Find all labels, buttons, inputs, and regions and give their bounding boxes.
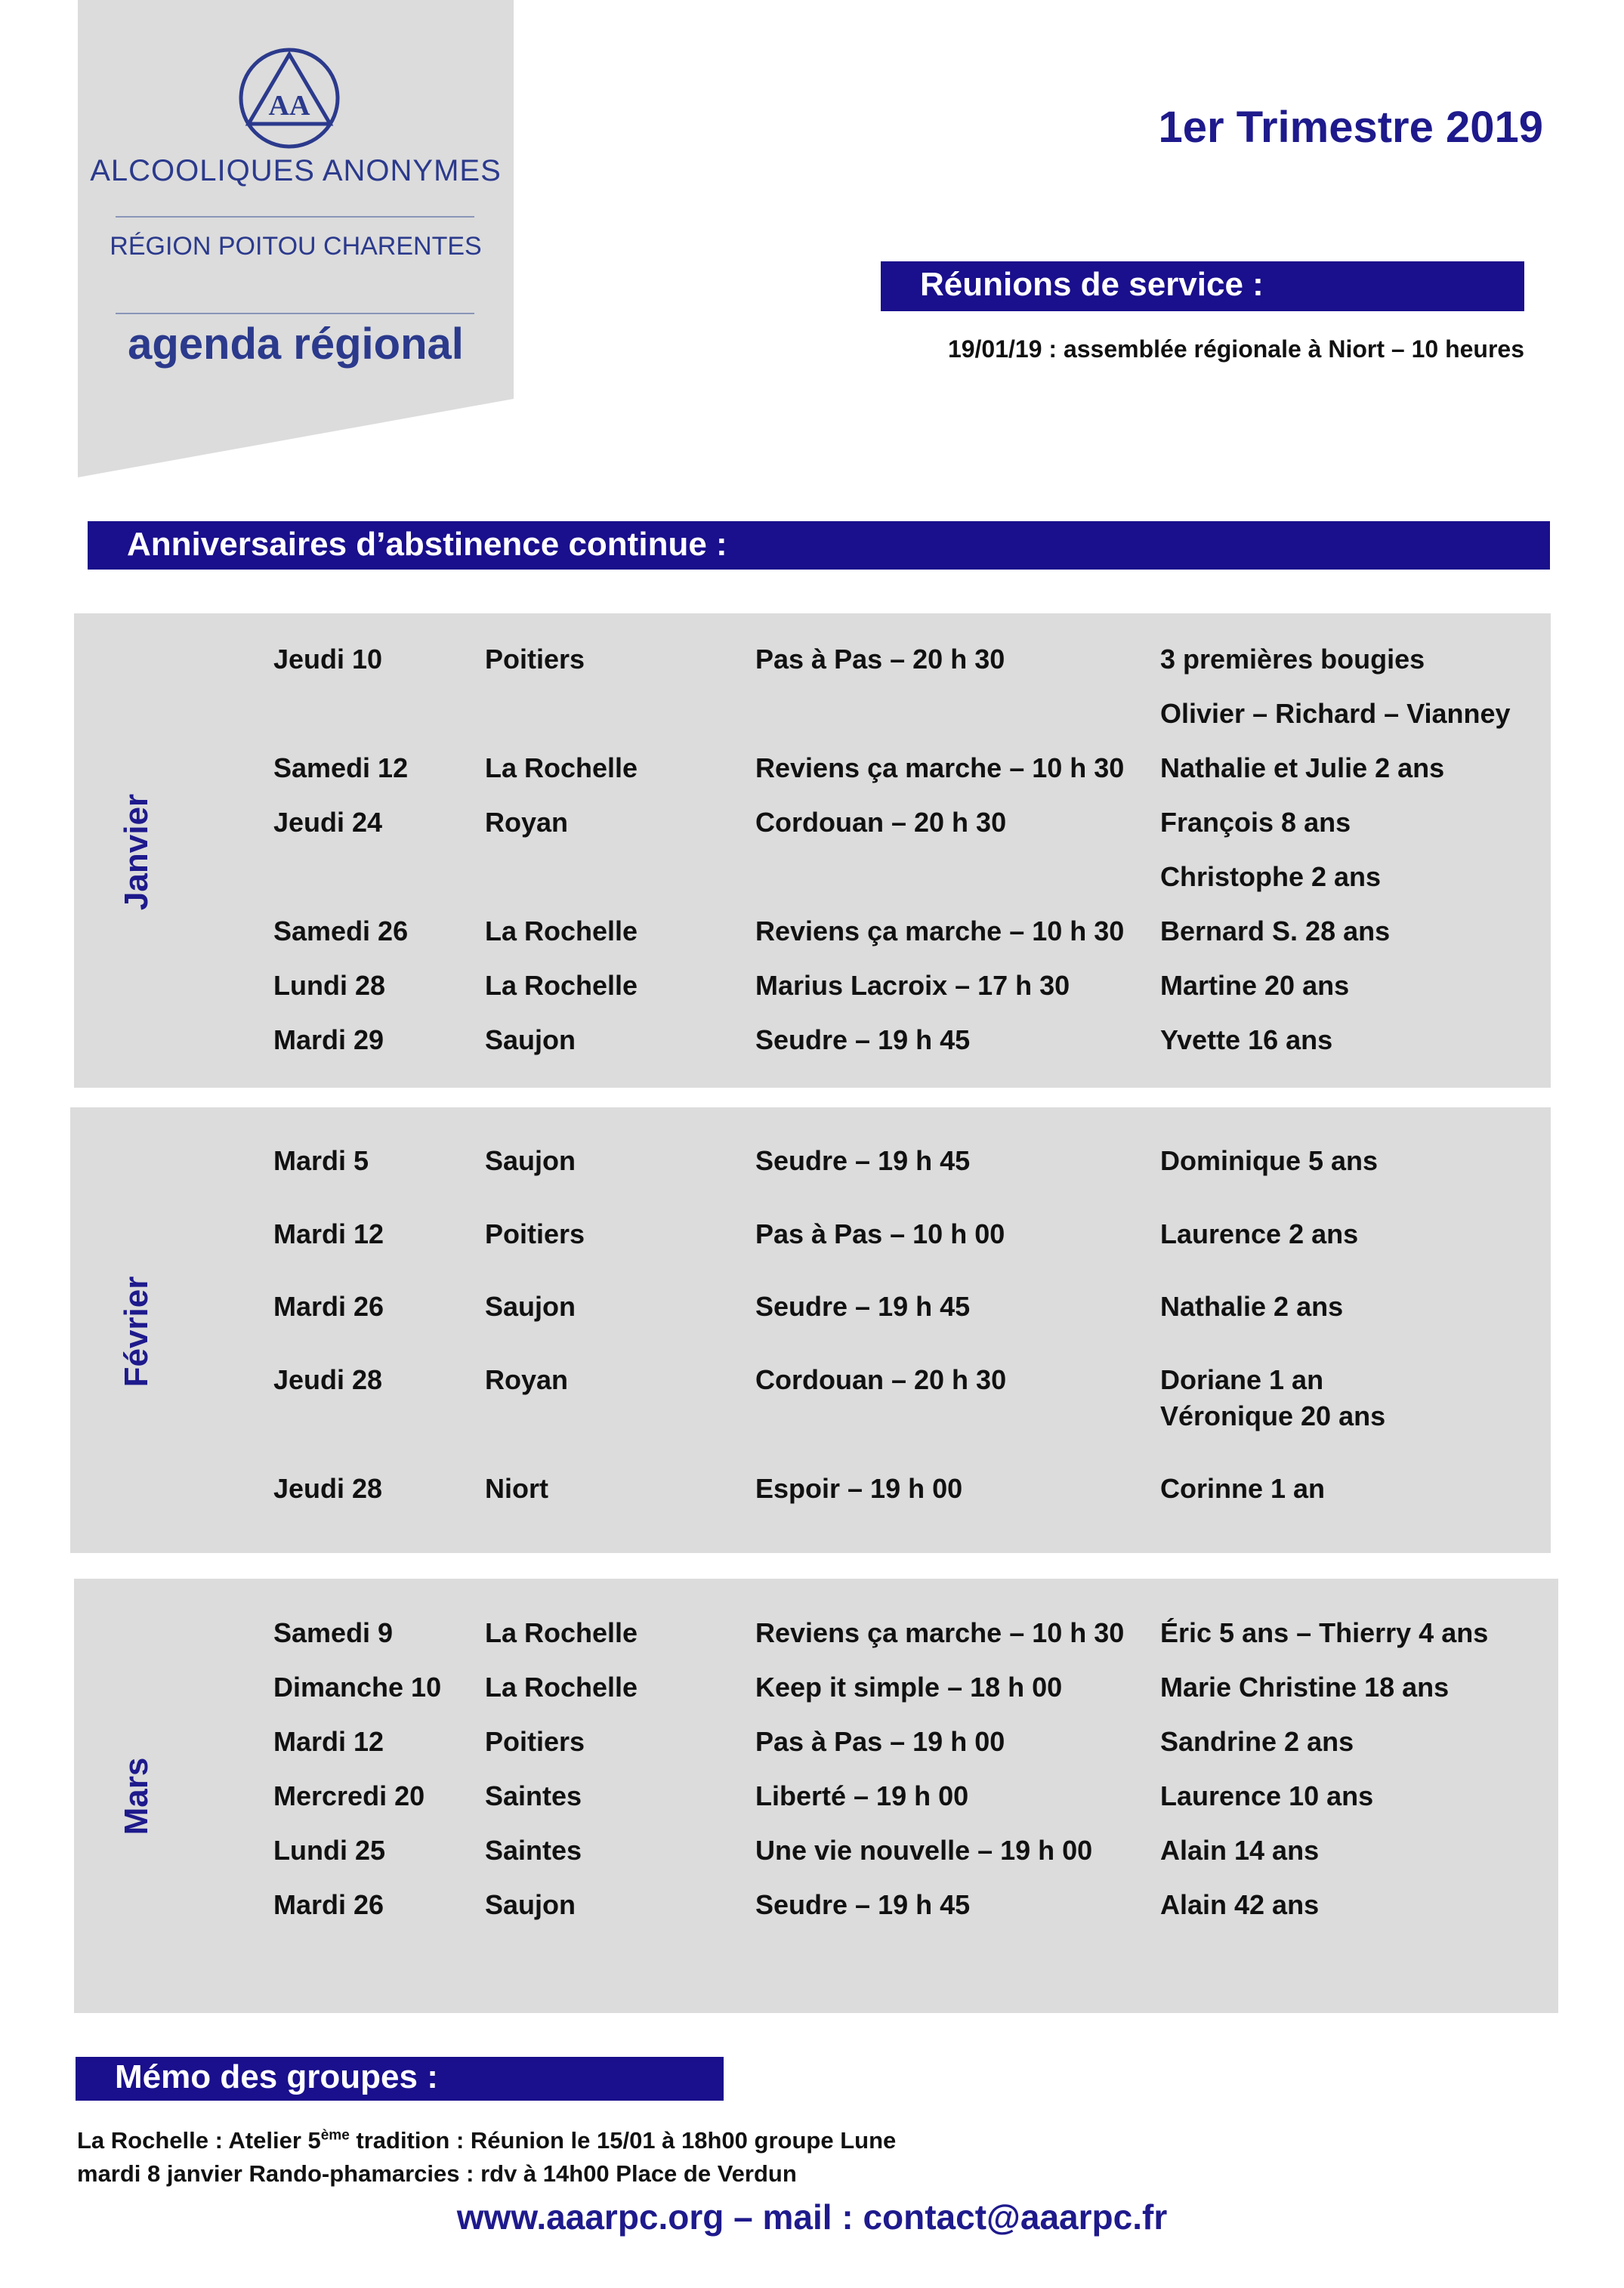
row-day: Lundi 28 xyxy=(273,970,386,1001)
row-city: Royan xyxy=(485,1364,569,1395)
row-people: Olivier – Richard – Vianney xyxy=(1160,698,1511,729)
row-city: Saujon xyxy=(485,1024,576,1055)
row-group: Marius Lacroix – 17 h 30 xyxy=(755,970,1070,1001)
row-day: Lundi 25 xyxy=(273,1835,386,1866)
region-name: RÉGION POITOU CHARENTES xyxy=(110,232,482,261)
row-city: Poitiers xyxy=(485,644,585,675)
footer-contact: www.aaarpc.org – mail : contact@aaarpc.fr xyxy=(456,2197,1168,2237)
service-heading: Réunions de service : xyxy=(881,261,1524,311)
row-group: Seudre – 19 h 45 xyxy=(755,1889,971,1920)
row-people: Dominique 5 ans xyxy=(1160,1145,1379,1176)
row-people: Bernard S. 28 ans xyxy=(1160,916,1391,946)
row-day: Samedi 26 xyxy=(273,916,409,946)
row-group: Une vie nouvelle – 19 h 00 xyxy=(755,1835,1093,1866)
row-day: Samedi 9 xyxy=(273,1617,394,1648)
row-group: Espoir – 19 h 00 xyxy=(755,1473,963,1504)
row-city: La Rochelle xyxy=(485,916,638,946)
row-people: 3 premières bougies xyxy=(1160,644,1425,675)
month-label: Janvier xyxy=(118,793,155,911)
logo-divider xyxy=(116,216,474,218)
row-people: Nathalie 2 ans xyxy=(1160,1291,1344,1322)
row-people: Doriane 1 an xyxy=(1160,1364,1324,1395)
row-group: Reviens ça marche – 10 h 30 xyxy=(755,916,1125,946)
row-group: Reviens ça marche – 10 h 30 xyxy=(755,1617,1125,1648)
memo-line: mardi 8 janvier Rando-phamarcies : rdv à 14h00 Place de Verdun xyxy=(77,2160,797,2187)
row-group: Cordouan – 20 h 30 xyxy=(755,1364,1007,1395)
row-day: Mardi 29 xyxy=(273,1024,384,1055)
row-city: Saintes xyxy=(485,1780,582,1811)
logo-panel xyxy=(78,0,514,483)
row-day: Jeudi 28 xyxy=(273,1364,383,1395)
row-city: La Rochelle xyxy=(485,970,638,1001)
organization-name: ALCOOLIQUES ANONYMES xyxy=(90,154,502,187)
row-people: Véronique 20 ans xyxy=(1160,1400,1386,1431)
month-label: Mars xyxy=(118,1757,155,1836)
memo-line-text: La Rochelle : Atelier 5 xyxy=(77,2127,321,2154)
row-city: La Rochelle xyxy=(485,752,638,783)
row-day: Jeudi 10 xyxy=(273,644,383,675)
row-city: Saintes xyxy=(485,1835,582,1866)
row-people: Nathalie et Julie 2 ans xyxy=(1160,752,1445,783)
memo-line-text: tradition : Réunion le 15/01 à 18h00 groupe Lune xyxy=(349,2127,897,2154)
row-day: Mercredi 20 xyxy=(273,1780,425,1811)
row-people: Alain 42 ans xyxy=(1160,1889,1320,1920)
row-people: Alain 14 ans xyxy=(1160,1835,1320,1866)
row-people: Laurence 10 ans xyxy=(1160,1780,1374,1811)
row-group: Keep it simple – 18 h 00 xyxy=(755,1672,1063,1703)
emblem-text: AA xyxy=(268,90,310,122)
memo-superscript: ème xyxy=(320,2127,350,2144)
row-day: Dimanche 10 xyxy=(273,1672,442,1703)
month-box-janvier xyxy=(74,613,1551,1088)
row-city: Poitiers xyxy=(485,1726,585,1757)
row-group: Pas à Pas – 19 h 00 xyxy=(755,1726,1005,1757)
row-group: Pas à Pas – 10 h 00 xyxy=(755,1218,1005,1249)
page-title: 1er Trimestre 2019 xyxy=(1158,103,1543,152)
row-people: Martine 20 ans xyxy=(1160,970,1350,1001)
row-people: Éric 5 ans – Thierry 4 ans xyxy=(1160,1617,1489,1648)
row-group: Seudre – 19 h 45 xyxy=(755,1145,971,1176)
row-city: Royan xyxy=(485,807,569,838)
row-people: Christophe 2 ans xyxy=(1160,861,1382,892)
row-day: Jeudi 24 xyxy=(273,807,383,838)
aa-emblem-icon xyxy=(236,45,342,151)
service-meeting-line: 19/01/19 : assemblée régionale à Niort – 10 heures xyxy=(947,335,1524,363)
anniversaries-heading: Anniversaires d’abstinence continue : xyxy=(88,521,1550,570)
row-day: Mardi 26 xyxy=(273,1889,384,1920)
row-day: Mardi 5 xyxy=(273,1145,369,1176)
row-group: Reviens ça marche – 10 h 30 xyxy=(755,752,1125,783)
row-people: Yvette 16 ans xyxy=(1160,1024,1333,1055)
row-people: Sandrine 2 ans xyxy=(1160,1726,1354,1757)
row-city: Niort xyxy=(485,1473,548,1504)
row-day: Mardi 12 xyxy=(273,1726,384,1757)
memo-heading: Mémo des groupes : xyxy=(76,2057,724,2101)
row-city: Poitiers xyxy=(485,1218,585,1249)
row-day: Jeudi 28 xyxy=(273,1473,383,1504)
row-city: Saujon xyxy=(485,1145,576,1176)
row-people: Corinne 1 an xyxy=(1160,1473,1326,1504)
row-city: La Rochelle xyxy=(485,1617,638,1648)
logo-divider xyxy=(116,313,474,314)
row-city: Saujon xyxy=(485,1291,576,1322)
month-label: Février xyxy=(118,1276,155,1388)
memo-line xyxy=(77,2127,896,2154)
row-group: Seudre – 19 h 45 xyxy=(755,1024,971,1055)
row-day: Samedi 12 xyxy=(273,752,409,783)
row-city: La Rochelle xyxy=(485,1672,638,1703)
row-group: Cordouan – 20 h 30 xyxy=(755,807,1007,838)
row-people: Marie Christine 18 ans xyxy=(1160,1672,1450,1703)
agenda-title: agenda régional xyxy=(128,320,464,369)
row-day: Mardi 12 xyxy=(273,1218,384,1249)
row-city: Saujon xyxy=(485,1889,576,1920)
row-group: Liberté – 19 h 00 xyxy=(755,1780,969,1811)
row-day: Mardi 26 xyxy=(273,1291,384,1322)
row-group: Pas à Pas – 20 h 30 xyxy=(755,644,1005,675)
row-people: François 8 ans xyxy=(1160,807,1351,838)
row-people: Laurence 2 ans xyxy=(1160,1218,1359,1249)
row-group: Seudre – 19 h 45 xyxy=(755,1291,971,1322)
